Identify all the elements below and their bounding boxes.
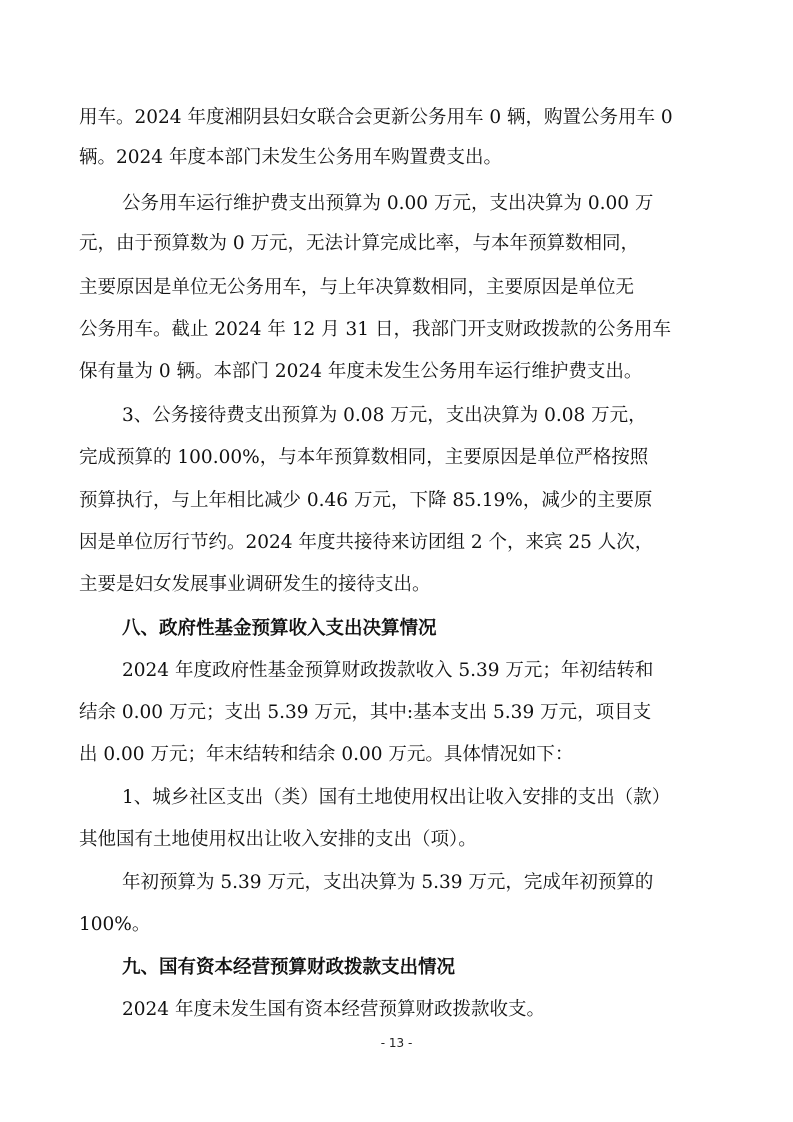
paragraph-line: 年初预算为 5.39 万元，支出决算为 5.39 万元，完成年初预算的 — [122, 872, 654, 893]
paragraph-line: 3、公务接待费支出预算为 0.08 万元，支出决算为 0.08 万元， — [122, 405, 647, 426]
paragraph-line: 辆。2024 年度本部门未发生公务用车购置费支出。 — [79, 147, 502, 168]
paragraph-line: 元，由于预算数为 0 万元，无法计算完成比率，与本年预算数相同， — [79, 233, 640, 254]
paragraph-line: 1、城乡社区支出（类）国有土地使用权出让收入安排的支出（款） — [122, 787, 671, 808]
paragraph-line: 公务用车运行维护费支出预算为 0.00 万元，支出决算为 0.00 万 — [122, 193, 654, 214]
paragraph-line: 主要是妇女发展事业调研发生的接待支出。 — [79, 574, 431, 595]
paragraph-line: 结余 0.00 万元；支出 5.39 万元，其中:基本支出 5.39 万元，项目支 — [79, 702, 652, 723]
paragraph-line: 因是单位厉行节约。2024 年度共接待来访团组 2 个，来宾 25 人次， — [79, 532, 654, 553]
paragraph-line: 其他国有土地使用权出让收入安排的支出（项）。 — [79, 829, 477, 850]
paragraph-line: 用车。2024 年度湘阴县妇女联合会更新公务用车 0 辆，购置公务用车 0 — [79, 107, 673, 128]
paragraph-line: 预算执行，与上年相比减少 0.46 万元，下降 85.19%，减少的主要原 — [79, 490, 653, 511]
paragraph-line: 2024 年度政府性基金预算财政拨款收入 5.39 万元；年初结转和 — [122, 660, 654, 681]
paragraph-line: 保有量为 0 辆。本部门 2024 年度未发生公务用车运行维护费支出。 — [79, 361, 643, 382]
paragraph-line: 公务用车。截止 2024 年 12 月 31 日，我部门开支财政拨款的公务用车 — [79, 319, 671, 340]
section-heading-9: 九、国有资本经营预算财政拨款支出情况 — [122, 957, 456, 978]
paragraph-line: 出 0.00 万元；年末结转和结余 0.00 万元。具体情况如下： — [79, 744, 574, 765]
paragraph-line: 100%。 — [79, 914, 151, 935]
section-heading-8: 八、政府性基金预算收入支出决算情况 — [122, 618, 437, 639]
paragraph-line: 完成预算的 100.00%，与本年预算数相同，主要原因是单位严格按照 — [79, 447, 649, 468]
paragraph-line: 2024 年度未发生国有资本经营预算财政拨款收支。 — [122, 999, 545, 1020]
paragraph-line: 主要原因是单位无公务用车，与上年决算数相同，主要原因是单位无 — [79, 277, 635, 298]
page-number: - 13 - — [380, 1036, 413, 1050]
